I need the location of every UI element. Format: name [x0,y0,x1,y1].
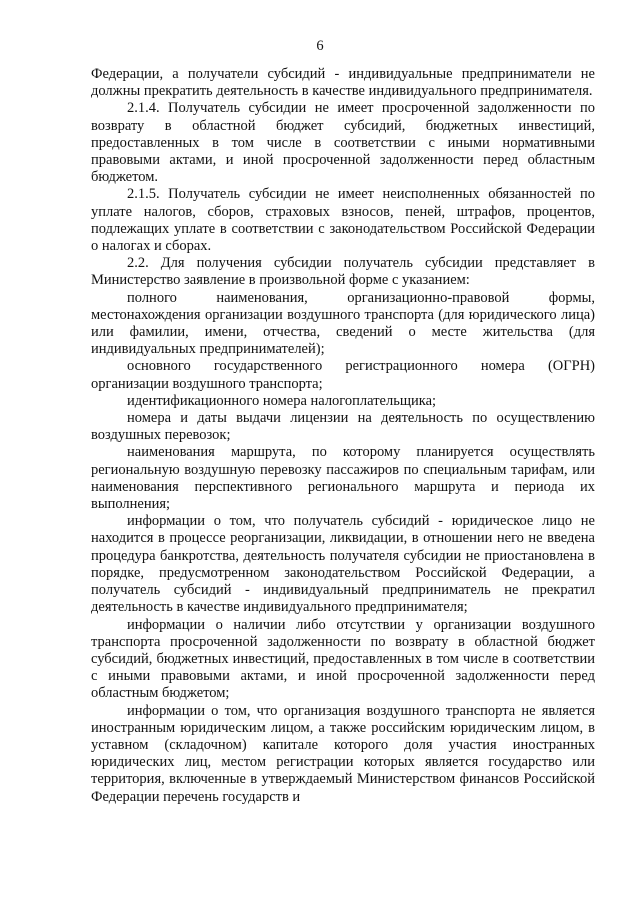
list-item: информации о наличии либо отсутствии у организации воздушного транспорта просроченной задолженности по возврату в областной бюджет субсидий, бюджетных инвестиций, предоставленных в том числе в соответствии с иными правовыми актами, и иной просроченной задолженности перед областным бюджетом; [91,616,595,702]
list-item: информации о том, что организация воздушного транспорта не является иностранным юридическим лицом, а также российским юридическим лицом, в уставном (складочном) капитале которого доля участия иностранных юридических лиц, местом регистрации которых является государство или территория, включенные в утверждаемый Министерством финансов Российской Федерации перечень государств и [91,702,595,805]
paragraph-2-2: 2.2. Для получения субсидии получатель субсидии представляет в Министерство заявление в произвольной форме с указанием: [91,255,595,289]
page-number: 6 [316,38,324,54]
list-item: информации о том, что получатель субсидий - юридическое лицо не находится в процессе реорганизации, ликвидации, в отношении него не введена процедура банкротства, деятельность получателя субсидии не приостановлена в порядке, предусмотренном законодательством Российской Федерации, а получатель субсидий - индивидуальный предприниматель не прекратил деятельность в качестве индивидуального предпринимателя; [91,513,595,616]
paragraph: Федерации, а получатели субсидий - индивидуальные предприниматели не должны прекратить деятельность в качестве индивидуального предпринимателя. [91,66,595,100]
paragraph-2-1-5: 2.1.5. Получатель субсидии не имеет неисполненных обязанностей по уплате налогов, сборов, страховых взносов, пеней, штрафов, процентов, подлежащих уплате в соответствии с законодательством Российской Федерации о налогах и сборах. [91,186,595,255]
list-item: наименования маршрута, по которому планируется осуществлять региональную воздушную перевозку пассажиров по специальным тарифам, или наименования перспективного регионального маршрута и периода их выполнения; [91,444,595,513]
document-body [91,66,595,806]
list-item: полного наименования, организационно-правовой формы, местонахождения организации воздушного транспорта (для юридического лица) или фамилии, имени, отчества, сведений о месте жительства (для индивидуальных предпринимателей); [91,289,595,358]
paragraph-2-1-4: 2.1.4. Получатель субсидии не имеет просроченной задолженности по возврату в областной бюджет субсидий, бюджетных инвестиций, предоставленных в том числе в соответствии с иными нормативными правовыми актами, и иной просроченной задолженности перед областным бюджетом. [91,100,595,186]
list-item: основного государственного регистрационного номера (ОГРН) организации воздушного транспорта; [91,358,595,392]
list-item: идентификационного номера налогоплательщика; [127,392,437,409]
list-item: номера и даты выдачи лицензии на деятельность по осуществлению воздушных перевозок; [91,410,595,444]
